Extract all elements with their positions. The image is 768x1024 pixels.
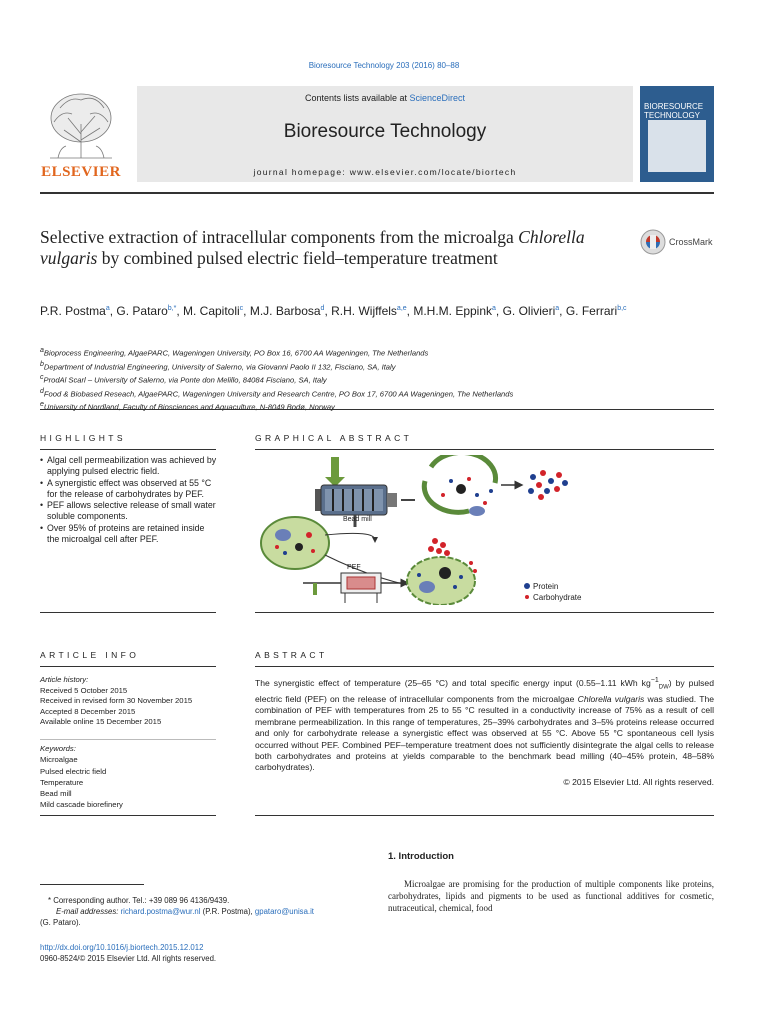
doi-link[interactable]: http://dx.doi.org/10.1016/j.biortech.2015.12.012 [40, 943, 204, 952]
introduction-text [388, 878, 714, 914]
affiliation-text: Department of Industrial Engineering, University of Salerno, via Giovanni Paolo II 132, Fisciano, SA, Italy [43, 362, 396, 372]
journal-homepage[interactable]: journal homepage: www.elsevier.com/locate/biortech [253, 167, 517, 177]
article-info-rule [40, 666, 216, 667]
footnote [40, 895, 366, 929]
highlights-heading: HIGHLIGHTS [40, 433, 126, 443]
abstract-copyright: © 2015 Elsevier Ltd. All rights reserved. [563, 777, 714, 787]
email-postma-link[interactable]: richard.postma@wur.nl [120, 907, 201, 917]
affiliation-line [40, 386, 720, 400]
abstract-unit-sup: −1 [650, 677, 659, 684]
intact-cell [261, 517, 329, 569]
author-name[interactable]: M.J. Barbosa [249, 304, 321, 318]
keyword[interactable]: Bead mill [40, 789, 72, 799]
history-entry: Accepted 8 December 2015 [40, 706, 136, 716]
affiliation-marker: b [40, 360, 44, 368]
article-info-bottom-rule [40, 815, 216, 816]
keyword[interactable]: Pulsed electric field [40, 766, 107, 776]
disrupted-cell-bead-mill [424, 455, 495, 516]
author-name[interactable]: P.R. Postma [40, 304, 106, 318]
affiliation-line [40, 345, 720, 359]
title-part-1: Selective extraction of intracellular components from the microalga [40, 227, 519, 247]
author-name[interactable]: G. Pataro [116, 304, 168, 318]
affiliation-marker: a [40, 347, 44, 354]
author-affiliation-marker[interactable]: c [239, 305, 244, 312]
author-affiliation-marker[interactable]: a [492, 305, 496, 312]
journal-reference-link[interactable]: Bioresource Technology 203 (2016) 80–88 [308, 61, 460, 70]
article-title [40, 227, 620, 269]
author-affiliation-marker[interactable]: a [105, 305, 110, 312]
abstract-part-2: ) by pulsed electric field (PEF) on the release of intracellular components from the microalgae [255, 677, 714, 704]
abstract-part-1: The synergistic effect of temperature (25–65 °C) and total specific energy input (0.55–1.11 kWh kg [255, 677, 651, 688]
title-part-2: by combined pulsed electric field–temperature treatment [97, 248, 498, 268]
highlights-rule [40, 449, 216, 450]
crossmark-label: CrossMark [669, 237, 713, 247]
affiliation-line [40, 372, 720, 386]
keyword[interactable]: Temperature [40, 777, 84, 787]
keywords-label: Keywords: [40, 744, 76, 753]
journal-title: Bioresource Technology [283, 121, 487, 142]
article-info-heading: ARTICLE INFO [40, 650, 140, 660]
author-name[interactable]: M.H.M. Eppink [413, 304, 493, 318]
affiliation-text: ProdAl Scarl – University of Salerno, via Ponte don Melillo, 84084 Fisciano, SA, Italy [43, 375, 327, 385]
history-entry: Received in revised form 30 November 2015 [40, 696, 193, 706]
author-name[interactable]: R.H. Wijffels [331, 304, 397, 318]
legend-protein: Protein [533, 582, 559, 591]
author-list: P.R. Postma$^a$, G. Pataro$^{b,*}$, M. Capitoli$^c$, M.J. Barbosa$^d$, R.H. Wijffels$^{a,e}$, M.H.M. Eppink$^a$, G. Olivieri$^a$, G. Ferrari$^{b,c}$ [40, 304, 627, 318]
author-name[interactable]: G. Olivieri [502, 304, 556, 318]
highlight-item: • PEF allows selective release of small water soluble components. [47, 500, 218, 523]
abstract-heading: ABSTRACT [255, 650, 328, 660]
graphical-abstract-figure [255, 455, 600, 605]
legend-carbohydrate: Carbohydrate [533, 593, 582, 602]
highlight-item: • Algal cell permeabilization was achieved by applying pulsed electric field. [47, 455, 218, 478]
cover-art [648, 120, 706, 172]
elsevier-wordmark: ELSEVIER [41, 164, 121, 180]
journal-cover-thumbnail[interactable] [640, 86, 714, 182]
author-affiliation-marker[interactable]: b,* [167, 305, 177, 312]
affiliation-text: Bioprocess Engineering, AlgaePARC, Wageningen University, PO Box 16, 6700 AA Wageningen, The Netherlands [43, 348, 429, 358]
author-name[interactable]: M. Capitoli [182, 304, 240, 318]
affiliation-text: University of Nordland, Faculty of Biosciences and Aquaculture, N-8049 Bodø, Norway [43, 402, 335, 412]
history-entry: Received 5 October 2015 [40, 685, 128, 695]
crossmark-badge[interactable] [640, 229, 716, 255]
sciencedirect-link[interactable]: ScienceDirect [409, 93, 466, 103]
highlight-item: • A synergistic effect was observed at 55 °C for the release of carbohydrates by PEF. [47, 478, 218, 501]
keyword[interactable]: Mild cascade biorefinery [40, 800, 123, 810]
corresponding-author: * Corresponding author. Tel.: +39 089 96 4136/9439. [48, 896, 230, 905]
released-components-bead-mill [528, 470, 568, 500]
affiliation-marker: c [40, 374, 44, 382]
author-affiliation-marker[interactable]: d [320, 305, 325, 312]
abstract-species: Chlorella vulgaris [577, 693, 645, 704]
introduction-heading: 1. Introduction [388, 851, 454, 862]
history-entry: Available online 15 December 2015 [40, 717, 162, 727]
author-affiliation-marker[interactable]: b,c [617, 305, 627, 312]
graphical-abstract-rule [255, 449, 714, 450]
abstract-bottom-rule [255, 815, 714, 816]
keyword[interactable]: Microalgae [40, 755, 78, 765]
keywords [40, 743, 218, 811]
title-species: Chlorella vulgaris [40, 227, 585, 268]
email-label: E-mail addresses: [56, 907, 119, 917]
email-postma-name: (P.R. Postma), [202, 907, 253, 917]
issn-line: 0960-8524/© 2015 Elsevier Ltd. All rights reserved. [40, 954, 217, 963]
bead-mill-diagram [315, 457, 415, 527]
highlights-bottom-rule [40, 612, 216, 613]
email-pataro-name: (G. Pataro). [40, 918, 81, 928]
pef-chamber-diagram [303, 564, 405, 603]
pef-label: PEF [347, 564, 361, 571]
author-affiliation-marker[interactable]: a [555, 305, 560, 312]
affiliation-line [40, 399, 720, 413]
abstract-part-3: was studied. The combination of PEF with temperatures from 25 to 55 °C resulted in a conductivity increase of 75% as a result of cell membrane permeabilization. In this range of temperatures, 25–39% carbohydrates and 3–5% proteins release occurred and only for carbohydrate release a synergistic effect was observed at 55 °C. Above 55 °C spontaneous cell lysis occurred without PEF. Combined PEF–temperature treatment does not sufficiently disintegrate the algal cells to release both carbohydrates and proteins at yields comparable to the benchmark bead milling (40–45% protein, 48–58% carbohydrates). [255, 693, 714, 773]
history-label: Article history: [40, 675, 89, 684]
abstract-text [255, 675, 714, 774]
keywords-rule [40, 739, 216, 740]
affiliation-marker: e [40, 401, 44, 409]
email-pataro-link[interactable]: gpataro@unisa.it [254, 907, 314, 917]
contents-line [137, 93, 633, 103]
abstract-unit-sub: DW [658, 684, 669, 691]
affiliations [40, 345, 720, 413]
footnote-rule [40, 884, 144, 885]
graphical-abstract-heading: GRAPHICAL ABSTRACT [255, 433, 413, 443]
highlights-list [40, 455, 218, 545]
article-history [40, 675, 218, 728]
introduction-body: Microalgae are promising for the production of multiple components like proteins, carbohydrates, lipids and pigments to be used as functional additives for cosmetic, nutraceutical, chemical, food [388, 879, 714, 913]
title-rule [40, 409, 714, 410]
cover-title: BIORESOURCE TECHNOLOGY [644, 102, 704, 120]
header-rule [40, 192, 714, 194]
affiliation-line [40, 359, 720, 373]
figure-legend [524, 582, 582, 602]
highlight-item: • Over 95% of proteins are retained inside the microalgal cell after PEF. [47, 523, 218, 546]
crossmark-icon [640, 229, 666, 255]
author-affiliation-marker[interactable]: a,e [396, 305, 407, 312]
affiliation-marker: d [40, 387, 44, 395]
permeabilized-cell-pef [407, 557, 475, 605]
affiliation-text: Food & Biobased Reseach, AlgaePARC, Wageningen University and Research Centre, PO Box 17, 6700 AA Wageningen, The Netherlands [43, 389, 514, 399]
author-name[interactable]: G. Ferrari [565, 304, 618, 318]
graphical-abstract-bottom-rule [255, 612, 714, 613]
contents-prefix: Contents lists available at [304, 93, 410, 103]
abstract-rule [255, 666, 714, 667]
bead-mill-label: Bead mill [343, 516, 372, 523]
